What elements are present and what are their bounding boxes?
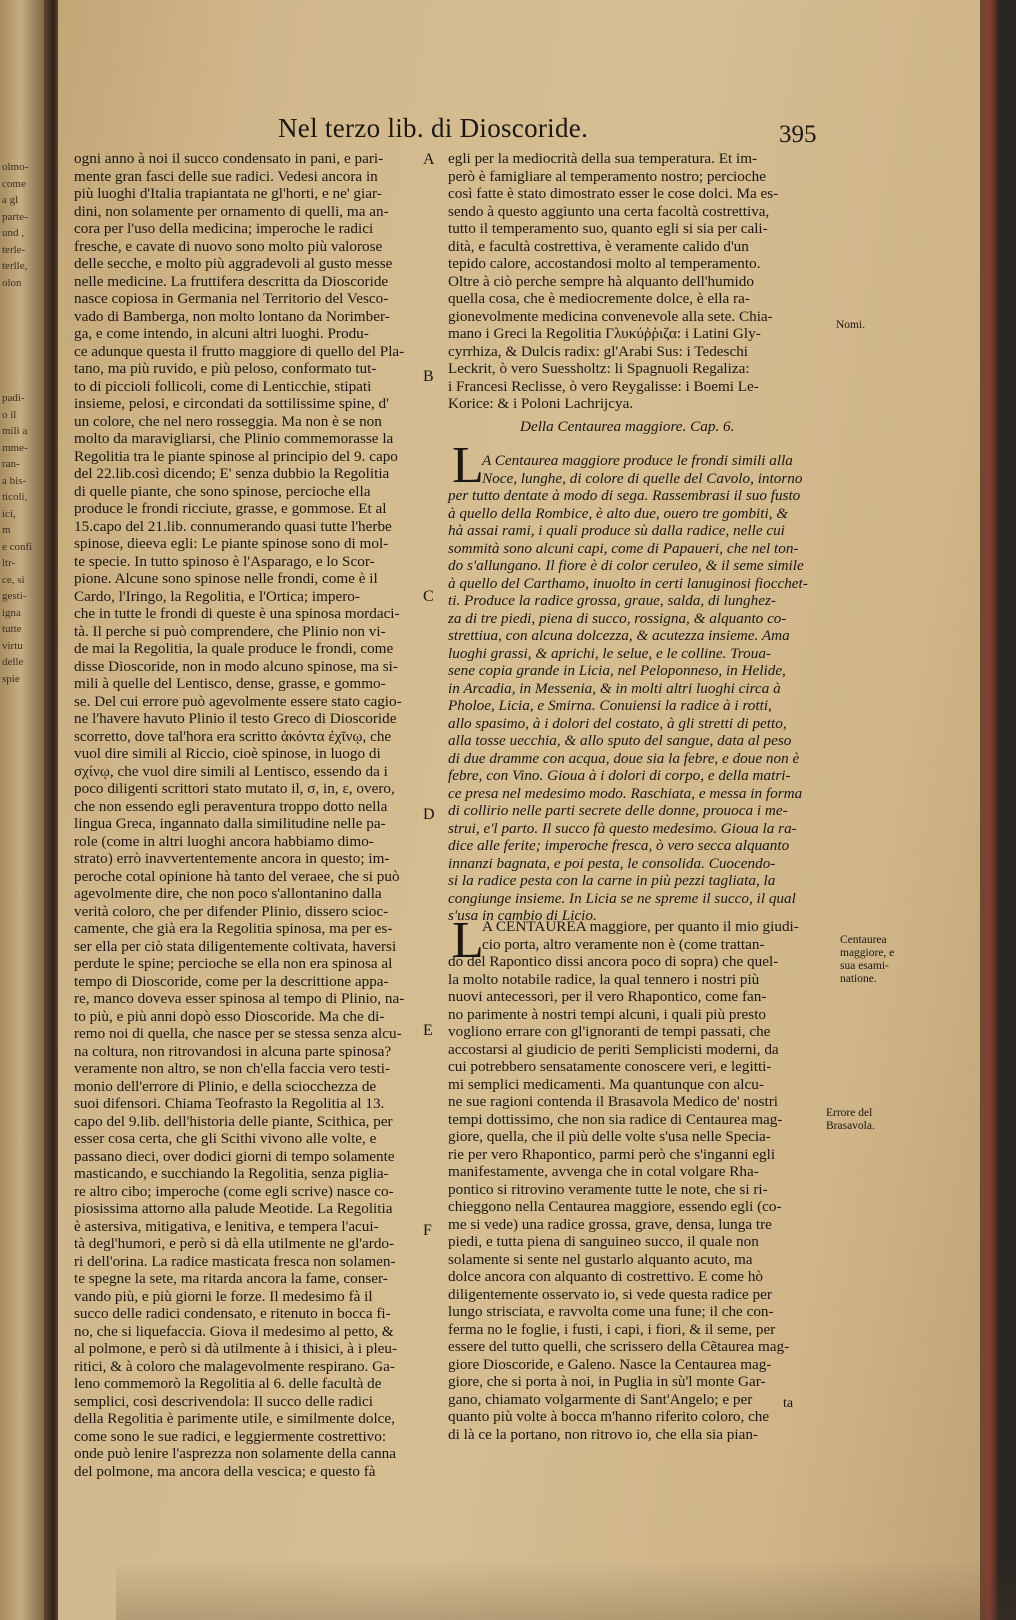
previous-page-fragment: ici, [2,507,16,520]
right-column-line: Leckrit, ò vero Suessholtz: li Spagnuoli Regaliza: [448,360,750,377]
chapter-text [448,452,834,925]
left-column-line: to più, e più anni dopò esso Dioscoride. Ma che di- [74,1007,385,1025]
chapter-text-line: do s'allungano. Il fiore è di color ceruleo, & il seme simile [448,557,804,574]
right-column-line: però è famigliare al temperamento nostro; percioche [448,167,766,185]
left-column-line: ne l'havere havuto Plinio il testo Greco di Dioscoride [74,710,397,727]
left-column-line: poco diligenti scrittori stato mutato il, σ, in, ε, overo, [74,780,395,797]
right-column-line: quella cosa, che è mediocremente dolce, è ella ra- [448,290,750,307]
commentary-line: chieggono nella Centaurea maggiore, essendo egli (co- [448,1198,782,1215]
left-column-line: della Regolitia è parimente utile, e similmente dolce, [74,1410,395,1427]
left-column-line: role (come in altri luoghi ancora habbiamo dimo- [74,832,374,850]
previous-page-fragment: o il [2,408,17,421]
left-column-line: Cardo, l'Iringo, la Regolitia, e l'Ortica; impero- [74,587,360,605]
margin-note-nomi: Nomi. [836,319,866,331]
previous-page-fragment: m [2,524,11,536]
chapter-text-line: A Centaurea maggiore produce le frondi simili alla [482,452,793,469]
page-shadow [116,1560,1016,1620]
chapter-text-line: allo spasimo, à i dolori del costato, à gli stretti di petto, [448,714,787,732]
left-column-line: produce le frondi ricciute, grasse, e gommose. Et al [74,500,387,517]
chapter-text-line: luoghi grassi, & aprichi, le selue, e le colline. Troua- [448,644,771,662]
right-column-line: così fatte è stato dimostrato esser le cose dolci. Ma es- [448,185,779,202]
chapter-text-line: hà assai rami, i quali produce sù dalla radice, nelle cui [448,522,785,539]
left-column-line: di quelle piante, che sono spinose, percioche ella [74,482,371,500]
left-column-line: onde può lenire l'asprezza non solamente della canna [74,1445,396,1462]
chapter-text-line: à quello del Carthamo, inuolto in certi lanuginosi fiocchet- [448,574,808,592]
commentary-line: pontico si ritrovino veramente tutte le note, che si ri- [448,1180,768,1198]
chapter-text-line: febre, con Vino. Gioua à i dolori di corpo, e della matri- [448,767,791,784]
right-column-line: mano i Greci la Regolitia Γλυκύῤῥιζα: i Latini Gly- [448,325,761,342]
chapter-text-line: Pholoe, Licia, e Smirna. Conuiensi la radice à i rotti, [448,697,772,714]
margin-letter-a: A [423,151,435,168]
commentary-line: cio porta, altro veramente non è (come trattan- [482,935,765,953]
commentary-line: ne sue ragioni contenda il Brasavola Medico de' nostri [448,1093,779,1110]
right-column-line: tepido calore, accostandosi molto al temperamento. [448,255,761,272]
right-column-line: i Francesi Reclisse, ò vero Reygalisse: i Boemi Le- [448,377,759,395]
previous-page-fragment: mme- [2,441,28,454]
commentary-line: cui potrebbero sensatamente conoscere veri, e legitti- [448,1058,772,1075]
previous-page-fragment: virtu [2,639,23,652]
left-column-line: vando più, e più giorni le forze. Il medesimo fà il [74,1287,373,1305]
commentary-line: dolce ancora con alquanto di costrettivo. E come hò [448,1268,764,1285]
previous-page-fragment: a bis- [2,474,27,487]
left-column-line: se. Del cui errore può agevolmente essere stato cagio- [74,692,402,710]
left-column-line: re altro cibo; imperoche (come egli scrive) nasce co- [74,1182,394,1200]
left-column-line: mente gran fasci delle sue radici. Vedesi ancora in [74,167,378,185]
right-column-line: Korice: & i Poloni Lachrijcya. [448,395,634,412]
previous-page-fragment: a gl [2,194,19,206]
previous-page-fragment: ran- [2,458,20,470]
chapter-text-line: ti. Produce la radice grossa, graue, salda, di lunghez- [448,592,776,609]
chapter-heading: Della Centaurea maggiore. Cap. 6. [520,418,735,435]
previous-page-fragment: und , [2,227,24,239]
left-column-line: dini, non solamente per ornamento di quelli, ma an- [74,202,389,220]
left-column-line: del 22.lib.così dicendo; E' senza dubbio la Regolitia [74,465,390,482]
left-column-line: un colore, che nel nero rosseggia. Ma non è se non [74,412,382,430]
left-column-line: ce adunque questa il frutto maggiore di quello del Pla- [74,342,405,360]
left-column-line: ri dell'orina. La radice masticata fresca non solamen- [74,1252,396,1270]
chapter-text-line: dice alle ferite; imperoche fresca, ò vero secca alquanto [448,837,790,854]
left-column-line: strato) errò inavvertentemente ancora in questo; im- [74,850,390,867]
left-column-line: to di piccioli follicoli, come di Lenticchie, stipati [74,377,372,395]
running-title: Nel terzo lib. di Dioscoride. [278,113,589,143]
commentary-line: A CENTAUREA maggiore, per quanto il mio giudi- [482,918,799,935]
left-column-line: capo del 9.lib. dell'historia delle piante, Scithica, per [74,1112,393,1130]
left-column-line: come sono le sue radici, e leggiermente costrettivo: [74,1427,387,1445]
previous-page-fragment: tutte [2,623,22,635]
previous-page-fragment: spie [2,672,20,685]
margin-letter-e: E [423,1022,433,1039]
left-column-line: ga, e come intendo, in alcuni altri luoghi. Produ- [74,325,369,342]
left-column-line: tà. Il perche si può comprendere, che Plinio non vi- [74,622,386,640]
commentary-line: diligentemente osservato io, si vede questa radice per [448,1285,772,1303]
chapter-text-line: à quello della Rombice, è alto due, ouero tre gombiti, & [448,504,789,522]
chapter-text-line: strettiua, con alcuna dolcezza, & acutezza insieme. Ama [448,627,790,644]
previous-page-fragment: ce, si [2,573,25,586]
left-column-line: te spegne la sete, ma ritarda ancora la fame, conser- [74,1270,388,1287]
commentary-line: di là ce la portano, non ritrovo io, che ella sia pian- [448,1425,758,1443]
left-column-line: semplici, così descrivendola: Il succo delle radici [74,1392,374,1410]
previous-page-fragment: gesti- [2,590,27,602]
previous-page-edge [0,0,46,1620]
previous-page-fragment: ticoli, [2,491,28,503]
left-column-line: tà degl'humori, e però si dà ella utilmente ne gl'ardo- [74,1235,395,1252]
chapter-text-line: strui, e'l parto. Il succo fà questo medesimo. Gioua la ra- [448,819,797,837]
left-column-line: molto da maravigliarsi, che Plinio commemorasse la [74,430,394,447]
chapter-text-line: di collirio nelle parti secrete delle donne, prouoca i me- [448,802,788,819]
commentary-line: essere del tutto quelli, che scrissero della Cẽtaurea mag- [448,1338,790,1355]
left-column-line: piosissima attorno alla palude Meotide. La Regolitia [74,1200,393,1217]
right-column-line: dità, e facultà costrettiva, è veramente calido d'un [448,237,749,255]
previous-page-fragment: parte- [2,210,28,223]
left-column-line: ritici, & à coloro che malagevolmente respirano. Ga- [74,1357,395,1375]
left-column-line: no, che si liquefaccia. Giova il medesimo al petto, & [74,1322,394,1340]
commentary-line: solamente si sente nel gustarlo alquanto acuto, ma [448,1250,753,1268]
commentary-line: giore Dioscoride, e Galeno. Nasce la Centaurea mag- [448,1355,772,1373]
left-column-line: masticando, e succhiando la Regolitia, senza piglia- [74,1165,389,1182]
right-column-line: Oltre à ciò perche sempre hà alquanto dell'humido [448,272,754,290]
catchword: ta [783,1396,794,1411]
margin-letter-c: C [423,588,434,605]
left-column-line: pione. Alcune sono spinose nelle frondi, come è il [74,570,378,587]
previous-page-fragment: ltr- [2,557,16,569]
previous-page-fragment: olmo- [2,161,29,173]
previous-page-fragment: padi- [2,392,25,404]
left-column-line: veramente non altro, se non ch'ella faccia vero testi- [74,1060,391,1077]
left-column-line: monio dell'errore di Plinio, e della sciocchezza de [74,1077,377,1095]
left-column-line: più luoghi d'Italia trapiantata ne gl'horti, e ne' giar- [74,185,382,202]
previous-page-fragment: mili a [2,425,28,437]
previous-page-fragment: terlle, [2,260,28,272]
page-edge [980,0,998,1620]
commentary-line: me si vede) una radice grossa, grave, densa, lunga tre [448,1215,772,1233]
left-column-line: disse Dioscoride, non in modo alcuno spinose, ma si- [74,657,398,675]
chapter-text-line: ce presa nel medesimo modo. Raschiata, e messa in forma [448,784,803,802]
commentary-line: tempi dottissimo, che non sia radice di Centaurea mag- [448,1110,783,1128]
chapter-text-line: sommità sono alcuni capi, come di Papaueri, che nel ton- [448,539,799,557]
left-column-line: lingua Greca, ingannato dalla similitudine nelle pa- [74,815,386,832]
left-column-line: spinose, dieeva egli: Le piante spinose sono di mol- [74,535,389,552]
left-column-line: nasce copiosa in Germania nel Territorio del Vesco- [74,290,389,307]
margin-letter-d: D [423,806,435,823]
commentary-line: lungo strisciata, e ravvolta come una fune; il che con- [448,1303,774,1320]
chapter-text-line: si la radice pesta con la carne in più pezzi tagliata, la [448,872,776,889]
commentary-line: giore, che si porta à noi, in Puglia in sù'l monte Gar- [448,1373,766,1390]
commentary-line: ferma no le foglie, i fusti, i capi, i fiori, & il seme, per [448,1320,776,1338]
left-column-line: cora per l'uso della medicina; imperoche le radici [74,220,374,237]
left-column-line: vado di Bamberga, non molto lontano da Norimber- [74,307,390,325]
left-column-line: tano, ma più ruvido, e più peloso, conformato tut- [74,360,377,377]
chapter-text-line: per tutto dentate à modo di sega. Rassembrasi il suo fusto [448,487,801,504]
margin-letter-b: B [423,368,434,385]
left-column-line: al polmone, e però si dà utilmente à i thisici, à i pleu- [74,1340,398,1357]
left-column-line: agevolmente dire, che non poco s'allontanino dalla [74,885,382,902]
left-column-line: σχίνῳ, che vuol dire simili al Lentisco, essendo da i [74,762,388,780]
previous-page-fragment: come [2,177,26,190]
previous-page-fragment: e confi [2,540,33,553]
left-column-line: mili à quelle del Lentisco, dense, grasse, e gommo- [74,675,386,692]
chapter-text-line: Noce, lunghe, di colore di quelle del Cavolo, intorno [482,469,803,487]
left-column-line: scorretto, dove tal'hora era scritto ἀκόντα ἐχῖνῳ, che [74,727,392,745]
chapter-text-line: za di tre piedi, piena di succo, rossigna, & alquanto co- [448,609,787,627]
left-column-line: verità coloro, che per difender Plinio, dissero scioc- [74,902,389,920]
commentary-line: giore, quella, che il più delle volte s'usa nelle Specia- [448,1128,771,1145]
commentary-line: manifestamente, avvenga che in cotal volgare Rha- [448,1163,759,1180]
previous-page-fragment: igna [2,606,21,619]
left-column-line: fresche, e cavate di nuovo sono molto più valorose [74,237,383,255]
right-column-line: tutto il temperamento suo, quanto egli si sia per cali- [448,220,768,237]
commentary-line: quanto più volte à bocca m'hanno riferito coloro, che [448,1408,770,1425]
left-column-line: remo noi di quella, che nasce per se stessa senza alcu- [74,1025,402,1042]
previous-page-fragment: terle- [2,243,26,256]
left-column-line: è astersiva, mitigativa, e lenitiva, e tempera l'acui- [74,1217,379,1235]
commentary-line: accostarsi al giudicio de periti Semplicisti moderni, da [448,1040,779,1058]
chapter-text-line: s'usa in cambio di Licio. [448,907,597,924]
commentary-line: do del Rapontico dissi ancora poco di sopra) che quel- [448,953,779,970]
chapter-text-line: congiunge insieme. In Licia se ne spreme il succo, il qual [448,889,796,907]
left-column-line: de mai la Regolitia, la quale produce le frondi, come [74,640,394,657]
left-column-line: re, manco doveva esser spinosa al tempo di Plinio, na- [74,990,405,1007]
left-column-line: che in tutte le frondi di queste è una spinosa mordaci- [74,605,400,622]
commentary-line: mi semplici medicamenti. Ma quantunque con alcu- [448,1075,764,1093]
left-column-line: succo delle radici condensato, e ritenuto in bocca fi- [74,1305,391,1322]
chapter-text-line: alla tosse uecchia, & allo sputo del sangue, data al peso [448,732,792,749]
margin-note-errore: Errore del Brasavola. [826,1107,875,1132]
chapter-text-line: sene copia grande in Licia, nel Peloponneso, in Helide, [448,662,786,679]
commentary-text [448,918,834,1443]
left-column-line: suoi difensori. Chiama Teofrasto la Regolitia al 13. [74,1095,385,1112]
commentary-line: no parimente à nostri tempi alcuni, i quali più presto [448,1005,767,1023]
chapter-text-line: di due dramme con acqua, doue sia la febre, e doue non è [448,749,800,767]
left-column-line: vuol dire simili al Riccio, cioè spinose, in luogo di [74,745,381,762]
left-column-line: ser ella per ciò stata diligentemente coltivata, haversi [74,937,397,955]
left-column-line: na coltura, non ritrovandosi in alcuna parte spinosa? [74,1042,392,1060]
left-column-line: camente, che già era la Regolitia spinosa, ma per es- [74,920,393,937]
left-column-line: delle secche, e molto più aggradevoli al gusto messe [74,255,393,272]
previous-page-fragment: delle [2,656,24,668]
left-column-line: che non essendo egli peraventura troppo dotto nella [74,797,388,815]
previous-page-fragment: olon [2,276,22,289]
right-column-top [448,150,834,413]
left-column [74,150,414,1480]
left-column-line: perdute le spine; percioche se ella non era spinosa al [74,955,393,972]
chapter-text-line: in Arcadia, in Messenia, & in molti altri luoghi circa à [448,679,781,697]
left-column-line: nelle medicine. La fruttifera descritta da Dioscoride [74,272,389,290]
right-column-line: gionevolmente medicina convenevole alla sete. Chia- [448,307,773,325]
left-column-line: peroche cotal opinione hà tanto del veraee, che si può [74,867,400,885]
left-column-line: passano dieci, over dodici giorni di tempo solamente [74,1147,395,1165]
left-column-line: del polmone, ma ancora della vescica; e questo fà [74,1462,376,1480]
page-number: 395 [779,121,817,148]
commentary-line: piedi, e tutta piena di sanguineo succo, il quale non [448,1233,759,1250]
commentary-line: gano, chiamato volgarmente di Sant'Angelo; e per [448,1390,753,1408]
left-column-line: tempo di Dioscoride, come per la descrittione appa- [74,972,389,990]
commentary-line: rie per vero Rhapontico, parmi però che s'inganni egli [448,1145,776,1163]
margin-letter-f: F [423,1222,432,1239]
left-column-line: leno commemorò la Regolitia al 6. delle facultà de [74,1375,382,1392]
right-column-line: egli per la mediocrità della sua temperatura. Et im- [448,150,758,167]
commentary-dropcap: L [452,912,484,969]
chapter-dropcap: L [452,437,484,494]
left-column-line: 15.capo del 21.lib. connumerando quasi tutte l'herbe [74,517,392,535]
chapter-text-line: innanzi bagnata, e poi pesta, le consolida. Cuocendo- [448,854,776,872]
left-column-line: esser cosa certa, che gli Scithi vivono alle volte, e [74,1130,377,1147]
commentary-line: nuovi antecessori, per il vero Rhapontico, come fan- [448,988,767,1005]
left-column-line: te specie. In tutto spinoso è l'Asparago, e lo Scor- [74,552,375,570]
commentary-line: vogliono errare con gl'ignoranti de tempi passati, che [448,1023,771,1040]
right-column-line: sendo à questo aggiunto una certa facoltà costrettiva, [448,202,770,220]
left-column-line: Regolitia tra le piante spinose al principio del 9. capo [74,447,398,465]
right-column-line: cyrrhiza, & Dulcis radix: gl'Arabi Sus: i Tedeschi [448,342,749,360]
commentary-line: la molto notabile radice, la qual tennero i nostri più [448,970,760,988]
left-column-line: insieme, pelosi, e circondati da sottilissime spine, d' [74,395,389,412]
margin-note-centaurea: Centaurea maggiore, e sua esami- natione. [840,934,895,985]
left-column-line: ogni anno à noi il succo condensato in pani, e pari- [74,150,384,167]
